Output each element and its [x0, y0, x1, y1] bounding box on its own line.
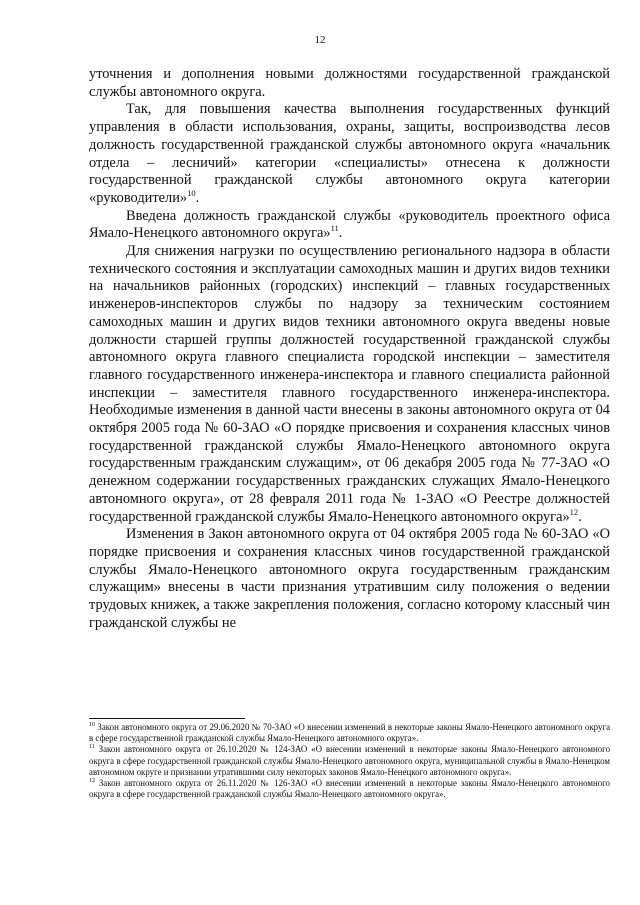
paragraph-tail: . [338, 225, 343, 242]
paragraph-text: Для снижения нагрузки по осуществлению регионального надзора в области технического состояния и эксплуатации самоходных машин и других видов техники на начальников районных (городских) инспекций – главных государственных инженеров-инспекторов службы по надзору за техническим состоянием самоходных машин и других видов техники автономного округа введены новые должности старшей группы должностей государственной гражданской службы автономного округа главного специалиста городской инспекции – заместителя главного государственного инженера-инспектора и главного специалиста районной инспекции – заместителя главного государственного инженера-инспектора. Необходимые изменения в данной части внесены в законы автономного округа от 04 октября 2005 года № 60-ЗАО «О порядке присвоения и сохранения классных чинов государственной гражданской службы Ямало-Ненецкого автономного округа государственным гражданским служащим», от 06 декабря 2005 года № 77-ЗАО «О денежном содержании государственных гражданских служащих Ямало-Ненецкого автономного округа», от 28 февраля 2011 года № 1-ЗАО «О Реестре должностей государственной гражданской службы Ямало-Ненецкого автономного округа» [89, 243, 610, 525]
body-text [89, 66, 610, 633]
paragraph-1 [89, 66, 610, 101]
footnote-11 [89, 744, 610, 778]
footnote-text: Закон автономного округа от 29.06.2020 № 70-ЗАО «О внесении изменений в некоторые законы Ямало-Ненецкого автономного округа в сфере государственной гражданской службы Ямало-Ненецкого автономного округа». [89, 722, 611, 744]
paragraph-text: уточнения и дополнения новыми должностями государственной гражданской службы автономного округа. [89, 66, 610, 100]
footnote-number: 11 [89, 744, 95, 751]
footnote-ref: 12 [569, 506, 579, 517]
paragraph-3 [89, 208, 610, 243]
footnote-10 [89, 722, 610, 744]
paragraph-text: Так, для повышения качества выполнения государственных функций управления в области использования, охраны, защиты, воспроизводства лесов должность государственной гражданской службы автономного округа «начальник отдела – лесничий» категории «специалисты» отнесена к должности государственной гражданской службы автономного округа категории «руководители» [89, 101, 610, 206]
paragraph-tail: . [195, 189, 200, 206]
footnotes [89, 722, 610, 800]
paragraph-4 [89, 243, 610, 526]
paragraph-text: Изменения в Закон автономного округа от 04 октября 2005 года № 60-ЗАО «О порядке присвоения и сохранения классных чинов государственной гражданской службы Ямало-Ненецкого автономного округа государственным гражданским служащим» внесены в части признания утратившим силу положения о ведении трудовых книжек, а также закрепления положения, согласно которому классный чин гражданской службы не [89, 526, 610, 631]
paragraph-text: Введена должность гражданской службы «руководитель проектного офиса Ямало-Ненецкого автономного округа» [89, 207, 610, 242]
footnote-number: 10 [89, 722, 95, 729]
paragraph-2 [89, 101, 610, 207]
footnote-number: 12 [89, 778, 95, 785]
footnote-ref: 11 [330, 223, 339, 234]
footnote-text: Закон автономного округа от 26.10.2020 № 124-ЗАО «О внесении изменений в некоторые законы Ямало-Ненецкого автономного округа в сфере государственной гражданской службы Ямало-Ненецкого автономного округа, муниципальной службы в Ямало-Ненецком автономном округе и признании утратившими силу некоторых законов Ямало-Ненецкого автономного округа». [89, 744, 611, 777]
footnote-text: Закон автономного округа от 26.11.2020 № 126-ЗАО «О внесении изменений в некоторые законы Ямало-Ненецкого автономного округа в сфере государственной гражданской службы Ямало-Ненецкого автономного округа». [89, 778, 610, 800]
footnote-12 [89, 778, 610, 800]
footnote-divider [89, 718, 245, 719]
paragraph-5 [89, 526, 610, 632]
footnote-ref: 10 [187, 188, 196, 199]
page-number: 12 [314, 34, 326, 46]
paragraph-tail: . [578, 508, 582, 525]
